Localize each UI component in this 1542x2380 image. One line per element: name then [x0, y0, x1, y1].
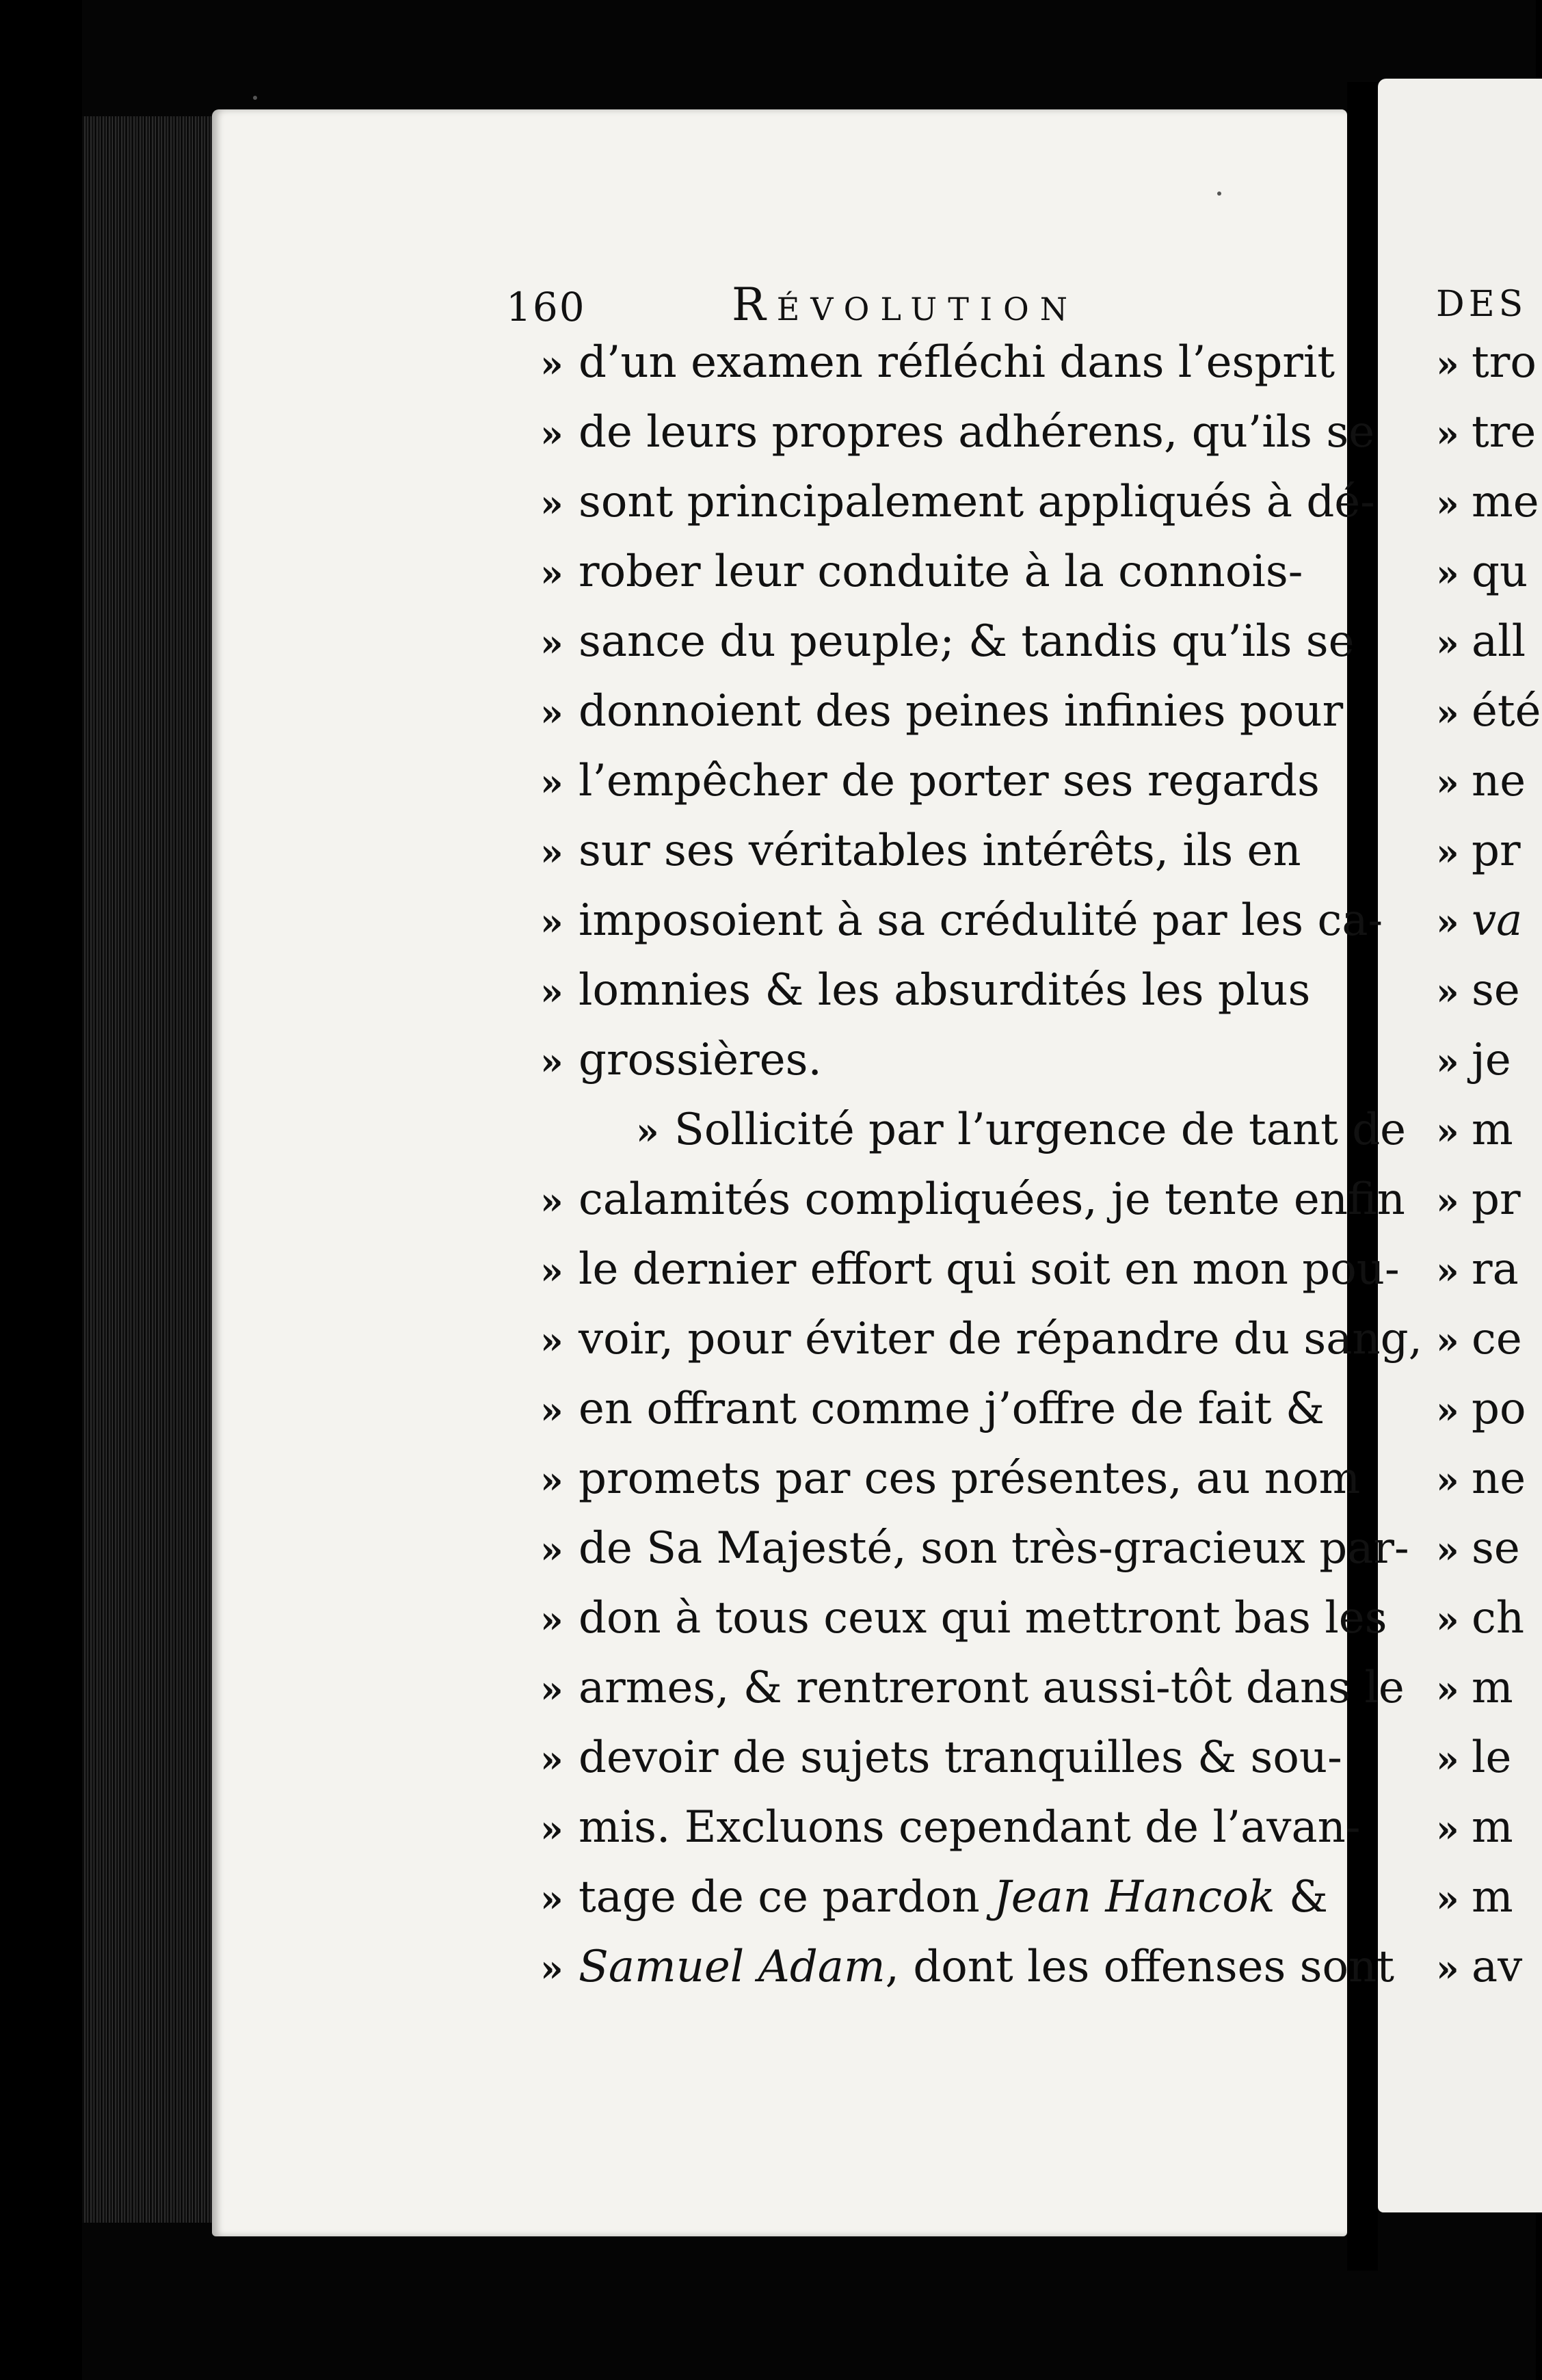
line-text: [579, 754, 1320, 808]
quote-mark: »: [1436, 1109, 1459, 1153]
running-head: [506, 278, 1354, 339]
right-line-fragment: ne: [1472, 756, 1526, 806]
line-text: [579, 1381, 1325, 1436]
right-text-line: [1436, 754, 1526, 810]
right-line-fragment: po: [1472, 1384, 1526, 1434]
quote-mark: »: [540, 1249, 563, 1293]
running-title: Révolution: [732, 278, 1079, 331]
quote-mark: »: [1436, 1179, 1459, 1223]
quote-mark: »: [1436, 1807, 1459, 1851]
quote-mark: »: [540, 481, 563, 525]
speck: [253, 96, 257, 100]
right-line-fragment: tro: [1472, 337, 1537, 388]
line-body: donnoient des peines infinies pour: [579, 686, 1344, 737]
right-text-line: [1436, 1661, 1513, 1717]
quote-mark: »: [1436, 621, 1459, 665]
line-body: mis. Excluons cependant de l’avan-: [579, 1802, 1361, 1853]
quote-mark: »: [540, 1458, 563, 1502]
right-line-fragment: se: [1472, 965, 1520, 1016]
right-text-line: [1436, 544, 1528, 600]
quote-mark: »: [540, 1737, 563, 1781]
text-line: [540, 335, 1335, 391]
line-body: en offrant comme j’offre de fait &: [579, 1384, 1325, 1434]
right-text-line: [1436, 1870, 1513, 1926]
text-line: [540, 1661, 1405, 1717]
quote-mark: »: [540, 1877, 563, 1920]
line-body: rober leur conduite à la connois-: [579, 546, 1303, 597]
right-line-fragment: été: [1472, 686, 1541, 737]
right-line-fragment: pr: [1472, 1174, 1521, 1225]
line-text: [579, 963, 1310, 1018]
text-line: [540, 1033, 822, 1089]
line-body: calamités compliquées, je tente enfin: [579, 1174, 1405, 1225]
quote-mark: »: [1436, 691, 1459, 735]
line-text: [579, 1870, 1328, 1925]
quote-mark: »: [540, 1667, 563, 1711]
quote-mark: »: [1436, 551, 1459, 595]
quote-mark: »: [1436, 481, 1459, 525]
line-text: [579, 1940, 1394, 1994]
quote-mark: »: [540, 830, 563, 874]
text-line: [540, 1312, 1422, 1368]
page-edges: [82, 116, 229, 2223]
quote-mark: »: [540, 342, 563, 386]
right-text-line: [1436, 1591, 1524, 1647]
line-body: armes, & rentreront aussi-tôt dans le: [579, 1663, 1405, 1713]
line-body: d’un examen réfléchi dans l’esprit: [579, 337, 1335, 388]
text-line: [540, 1381, 1325, 1438]
right-text-line: [1436, 1033, 1511, 1089]
right-line-fragment: me: [1472, 477, 1539, 527]
line-text: [579, 1451, 1360, 1506]
line-body: don à tous ceux qui mettront bas les: [579, 1593, 1387, 1643]
right-line-fragment: ne: [1472, 1453, 1526, 1504]
right-line-fragment: ch: [1472, 1593, 1525, 1643]
right-line-fragment: le: [1472, 1732, 1512, 1783]
line-body: lomnies & les absurdités les plus: [579, 965, 1311, 1016]
right-line-fragment: pr: [1472, 825, 1521, 876]
line-text: [579, 1591, 1387, 1645]
line-text: [579, 684, 1343, 739]
text-line: [540, 475, 1375, 531]
quote-mark: »: [636, 1109, 659, 1153]
italic-name: Jean Hancok: [994, 1872, 1275, 1922]
italic-name: Samuel Adam: [579, 1942, 886, 1992]
quote-mark: »: [540, 691, 563, 735]
line-text: [674, 1102, 1406, 1157]
right-line-fragment: se: [1472, 1523, 1520, 1574]
quote-mark: »: [540, 1319, 563, 1362]
quote-mark: »: [540, 761, 563, 804]
text-line: [540, 1870, 1328, 1926]
right-text-line: [1436, 1242, 1519, 1298]
quote-mark: »: [540, 1040, 563, 1083]
right-line-fragment: qu: [1472, 546, 1528, 597]
right-text-line: [1436, 893, 1522, 949]
quote-mark: »: [1436, 1598, 1459, 1641]
line-text: [579, 405, 1374, 460]
text-line: [636, 1102, 1406, 1159]
line-text: [579, 1172, 1405, 1227]
right-page-text: [1436, 284, 1541, 1992]
right-text-line: [1436, 1312, 1522, 1368]
quote-mark: »: [1436, 1528, 1459, 1572]
right-text-line: [1436, 1381, 1526, 1438]
quote-mark: »: [1436, 830, 1459, 874]
quote-mark: »: [540, 1946, 563, 1990]
right-text-line: [1436, 823, 1521, 880]
right-line-fragment: je: [1472, 1035, 1511, 1085]
line-text: [579, 1242, 1400, 1297]
quote-mark: »: [1436, 761, 1459, 804]
right-text-line: [1436, 684, 1541, 740]
quote-mark: »: [1436, 1040, 1459, 1083]
right-text-line: [1436, 963, 1520, 1019]
line-tail: , dont les offenses sont: [885, 1942, 1394, 1992]
line-body: l’empêcher de porter ses regards: [579, 756, 1320, 806]
right-line-fragment: m: [1472, 1872, 1513, 1922]
quote-mark: »: [540, 1179, 563, 1223]
text-line: [540, 963, 1310, 1019]
right-line-fragment: m: [1472, 1105, 1513, 1155]
right-line-fragment: av: [1472, 1942, 1523, 1992]
line-text: [579, 1800, 1360, 1855]
line-text: [579, 544, 1303, 599]
line-body: devoir de sujets tranquilles & sou-: [579, 1732, 1342, 1783]
right-line-fragment: m: [1472, 1802, 1513, 1853]
text-line: [540, 405, 1374, 461]
quote-mark: »: [1436, 412, 1459, 455]
quote-mark: »: [540, 412, 563, 455]
right-text-line: [1436, 405, 1536, 461]
right-line-fragment: va: [1472, 895, 1523, 946]
line-text: [579, 1312, 1422, 1366]
line-body: sur ses véritables intérêts, ils en: [579, 825, 1301, 876]
quote-mark: »: [540, 1388, 563, 1432]
quote-mark: »: [1436, 342, 1459, 386]
text-line: [540, 823, 1301, 880]
right-line-fragment: ce: [1472, 1314, 1522, 1364]
right-text-line: [1436, 475, 1539, 531]
line-text: [579, 475, 1375, 529]
right-text-line: [1436, 1940, 1522, 1996]
line-body: sance du peuple; & tandis qu’ils se: [579, 616, 1355, 667]
right-text-line: [1436, 614, 1526, 670]
quote-mark: »: [540, 900, 563, 944]
right-text-line: [1436, 1172, 1521, 1228]
right-text-line: [1436, 335, 1537, 391]
right-text-line: [1436, 1800, 1513, 1856]
quote-mark: »: [1436, 1877, 1459, 1920]
text-line: [540, 1591, 1387, 1647]
text-line: [540, 1521, 1409, 1577]
text-line: [540, 1451, 1360, 1507]
text-line: [540, 893, 1383, 949]
line-text: [579, 1521, 1409, 1576]
right-running-head: DES: [1436, 284, 1528, 325]
line-body: grossières.: [579, 1035, 822, 1085]
line-text: [579, 335, 1335, 390]
line-body: imposoient à sa crédulité par les ca-: [579, 895, 1383, 946]
line-text: [579, 1033, 822, 1087]
quote-mark: »: [540, 621, 563, 665]
text-line: [540, 1800, 1360, 1856]
line-text: [579, 614, 1355, 669]
text-line: [540, 544, 1303, 600]
quote-mark: »: [1436, 1946, 1459, 1990]
body-text: [540, 335, 1422, 2018]
line-body: voir, pour éviter de répandre du sang,: [579, 1314, 1422, 1364]
text-line: [540, 1172, 1405, 1228]
right-line-fragment: m: [1472, 1663, 1513, 1713]
line-body: de Sa Majesté, son très-gracieux par-: [579, 1523, 1409, 1574]
text-line: [540, 614, 1355, 670]
right-line-fragment: all: [1472, 616, 1526, 667]
quote-mark: »: [1436, 1388, 1459, 1432]
quote-mark: »: [540, 551, 563, 595]
right-text-line: [1436, 1730, 1511, 1786]
right-text-line: [1436, 1102, 1513, 1159]
line-body: sont principalement appliqués à dé-: [579, 477, 1375, 527]
right-text-line: [1436, 1521, 1520, 1577]
right-text-line: [1436, 1451, 1526, 1507]
quote-mark: »: [540, 1528, 563, 1572]
quote-mark: »: [1436, 1737, 1459, 1781]
quote-mark: »: [1436, 1319, 1459, 1362]
right-line-fragment: ra: [1472, 1244, 1519, 1295]
page-number: 160: [506, 284, 586, 330]
line-text: [579, 893, 1383, 948]
line-text: [579, 1730, 1342, 1785]
text-line: [540, 1242, 1400, 1298]
line-tail: &: [1275, 1872, 1328, 1922]
quote-mark: »: [1436, 1667, 1459, 1711]
book-spine: [0, 0, 82, 2380]
quote-mark: »: [1436, 900, 1459, 944]
quote-mark: »: [540, 1807, 563, 1851]
speck: [1217, 191, 1221, 196]
text-line: [540, 684, 1343, 740]
text-line: [540, 1940, 1394, 1996]
quote-mark: »: [540, 970, 563, 1014]
line-body: promets par ces présentes, au nom: [579, 1453, 1361, 1504]
line-text: [579, 823, 1301, 878]
quote-mark: »: [1436, 1249, 1459, 1293]
line-body: le dernier effort qui soit en mon pou-: [579, 1244, 1400, 1295]
line-body: de leurs propres adhérens, qu’ils se: [579, 407, 1375, 458]
quote-mark: »: [1436, 1458, 1459, 1502]
line-body: tage de ce pardon: [579, 1872, 980, 1922]
quote-mark: »: [540, 1598, 563, 1641]
text-line: [540, 754, 1320, 810]
line-text: [579, 1661, 1405, 1715]
line-body: Sollicité par l’urgence de tant de: [674, 1105, 1407, 1155]
quote-mark: »: [1436, 970, 1459, 1014]
text-line: [540, 1730, 1342, 1786]
right-line-fragment: tre: [1472, 407, 1537, 458]
